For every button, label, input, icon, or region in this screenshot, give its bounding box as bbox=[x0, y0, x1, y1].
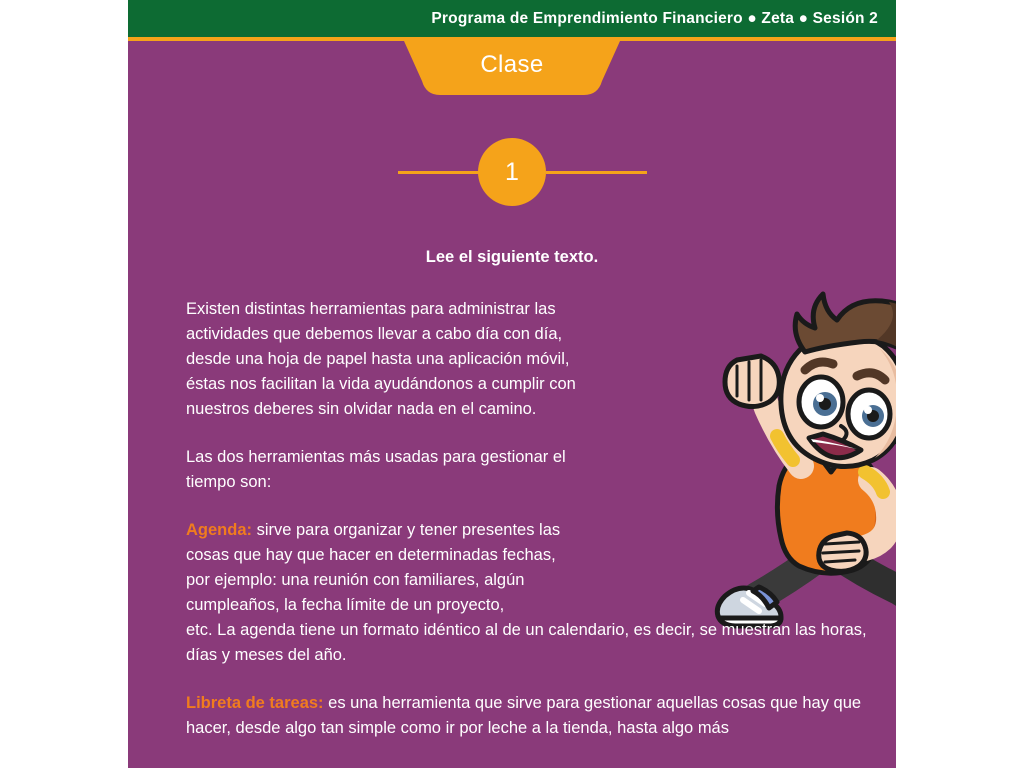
clase-tab-label: Clase bbox=[480, 51, 544, 78]
paragraph-tools-intro: Las dos herramientas más usadas para gestionar el tiempo son: bbox=[186, 448, 566, 491]
header-bar bbox=[128, 0, 896, 37]
step-line-right bbox=[546, 171, 647, 174]
instruction-text: Lee el siguiente texto. bbox=[425, 248, 599, 266]
clase-tab[interactable] bbox=[404, 41, 620, 96]
libreta-label: Libreta de tareas: bbox=[186, 694, 324, 712]
paragraph-spacer bbox=[186, 668, 896, 691]
paragraph-agenda bbox=[186, 518, 576, 618]
agenda-body-narrow: sirve para organizar y tener presentes las cosas que hay que hacer en determinadas fechas, por ejemplo: una reunión con familiares, algún cumpleaños, la fecha límite de un proyecto, bbox=[186, 521, 561, 614]
libreta-body: es una herramienta que sirve para gestionar aquellas cosas que hay que hacer, desde algo tan simple como ir por leche a la tienda, hasta algo más bbox=[186, 694, 862, 737]
paragraph-agenda-continued: etc. La agenda tiene un formato idéntico al de un calendario, es decir, se muestran las horas, días y meses del año. bbox=[186, 621, 867, 664]
paragraph-intro: Existen distintas herramientas para administrar las actividades que debemos llevar a cabo día con día, desde una hoja de papel hasta una aplicación móvil, éstas nos facilitan la vida ayudándonos a cumplir con nuestros deberes sin olvidar nada en el camino. bbox=[186, 300, 576, 418]
step-divider bbox=[128, 138, 896, 206]
paragraph-spacer bbox=[186, 422, 896, 445]
content-panel bbox=[128, 0, 896, 768]
header-title: Programa de Emprendimiento Financiero ● Zeta ● Sesión 2 bbox=[431, 10, 878, 27]
paragraph-libreta bbox=[186, 691, 892, 741]
paragraph-spacer bbox=[186, 495, 896, 518]
step-number-badge: 1 bbox=[478, 138, 546, 206]
header-accent-stripe bbox=[128, 37, 896, 41]
body-text-block bbox=[186, 297, 896, 741]
agenda-label: Agenda: bbox=[186, 521, 252, 539]
